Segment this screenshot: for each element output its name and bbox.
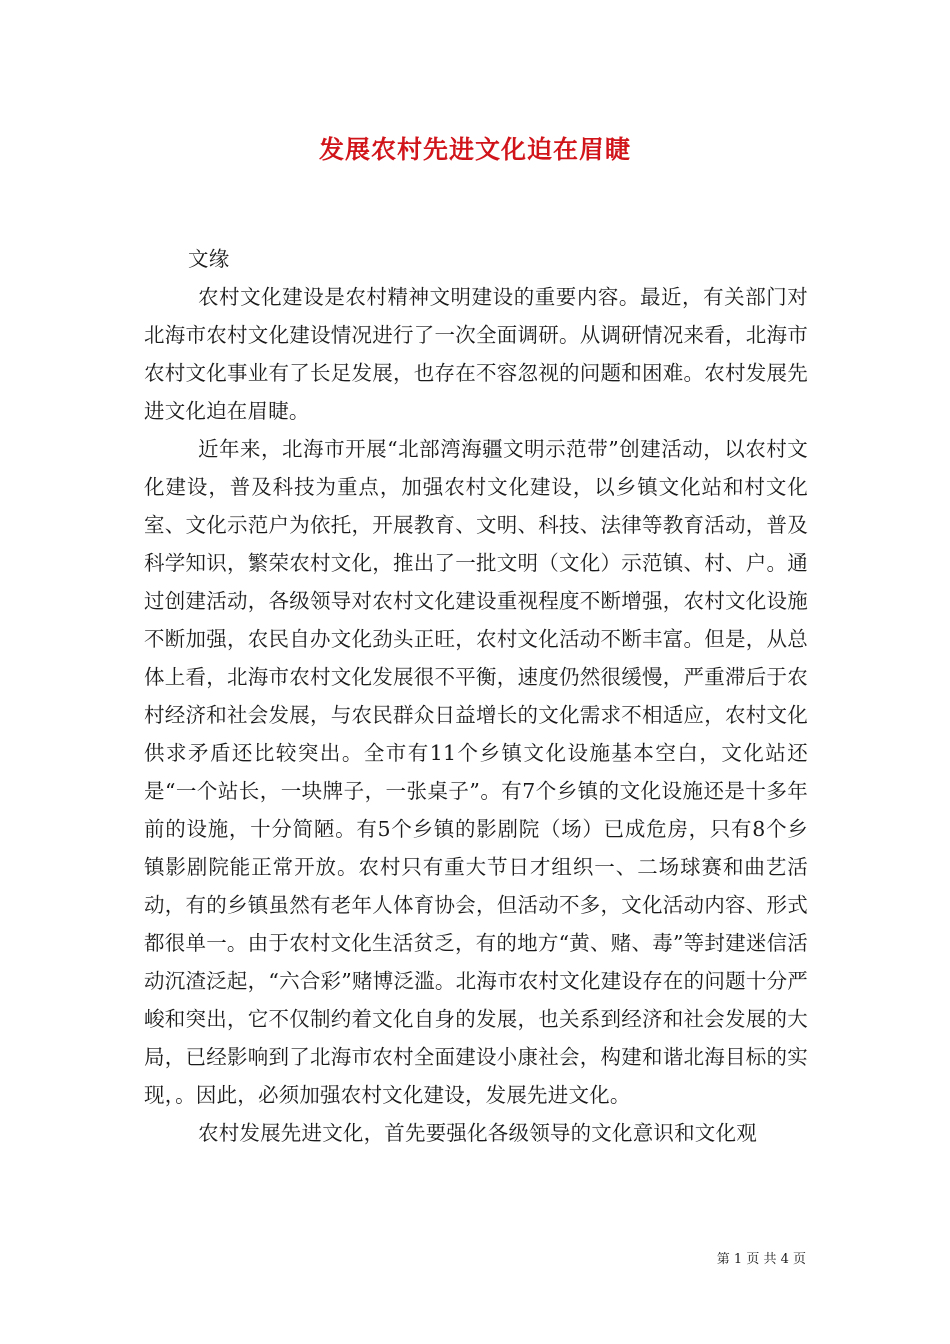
page-number-footer: 第 1 页 共 4 页 [716, 1252, 806, 1267]
paragraph: 近年来，北海市开展“北部湾海疆文明示范带”创建活动，以农村文化建设，普及科技为重点，加强农村文化建设，以乡镇文化站和村文化室、文化示范户为依托，开展教育、文明、科技、法律等教育活动，普及科学知识，繁荣农村文化，推出了一批文明（文化）示范镇、村、户。通过创建活动，各级领导对农村文化建设重视程度不断增强，农村文化设施不断加强，农民自办文化劲头正旺，农村文化活动不断丰富。但是，从总体上看，北海市农村文化发展很不平衡，速度仍然很缓慢，严重滞后于农村经济和社会发展，与农民群众日益增长的文化需求不相适应，农村文化供求矛盾还比较突出。全市有11个乡镇文化设施基本空白，文化站还是“一个站长，一块牌子，一张桌子”。有7个乡镇的文化设施还是十多年前的设施，十分简陋。有5个乡镇的影剧院（场）已成危房，只有8个乡镇影剧院能正常开放。农村只有重大节日才组织一、二场球赛和曲艺活动，有的乡镇虽然有老年人体育协会，但活动不多，文化活动内容、形式都很单一。由于农村文化生活贫乏，有的地方“黄、赌、毒”等封建迷信活动沉渣泛起，“六合彩”赌博泛滥。北海市农村文化建设存在的问题十分严峻和突出，它不仅制约着文化自身的发展，也关系到经济和社会发展的大局，已经影响到了北海市农村全面建设小康社会，构建和谐北海目标的实现，。因此，必须加强农村文化建设，发展先进文化。 [144, 437, 808, 1107]
paragraph: 农村发展先进文化，首先要强化各级领导的文化意识和文化观 [198, 1121, 757, 1145]
document-title: 发展农村先进文化迫在眉睫 [318, 135, 631, 164]
paragraph: 农村文化建设是农村精神文明建设的重要内容。最近，有关部门对北海市农村文化建设情况进行了一次全面调研。从调研情况来看，北海市农村文化事业有了长足发展，也存在不容忽视的问题和困难。农村发展先进文化迫在眉睫。 [144, 285, 808, 423]
author-line: 文缘 [188, 247, 230, 271]
document-body [144, 240, 808, 1152]
